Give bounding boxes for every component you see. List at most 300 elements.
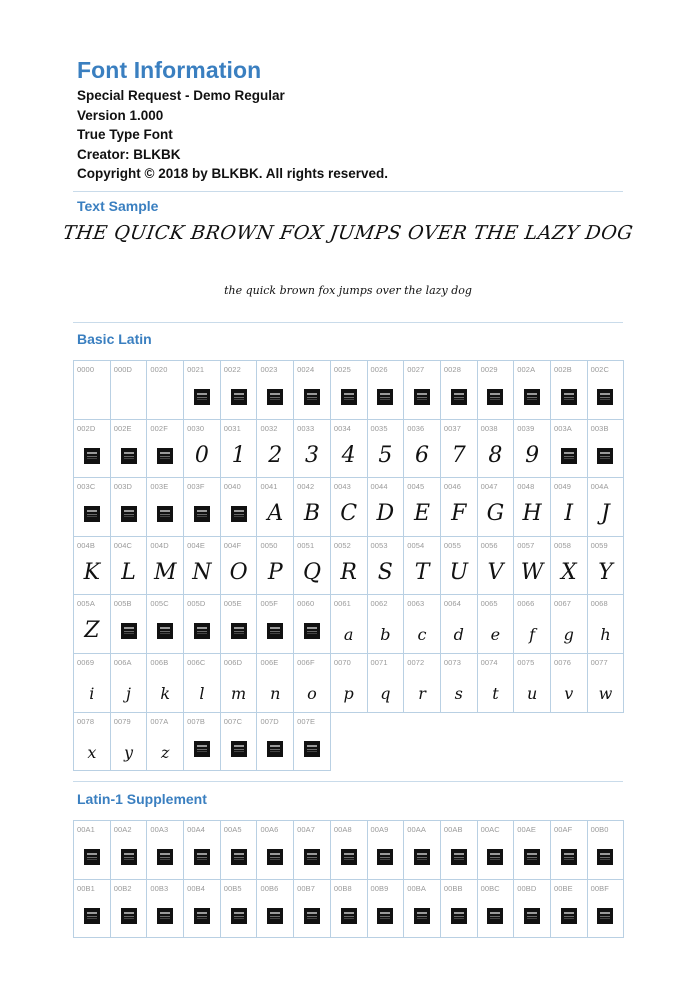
glyph-code: 004C xyxy=(113,540,133,550)
glyph-cell xyxy=(294,595,331,654)
glyph-preview: h xyxy=(600,625,611,645)
glyph-cell xyxy=(111,537,148,596)
glyph-code: 0027 xyxy=(407,365,425,374)
glyph-preview: A xyxy=(267,501,284,527)
glyph-code: 0078 xyxy=(77,716,95,726)
glyph-code: 0072 xyxy=(407,657,425,667)
glyph-cell xyxy=(551,420,588,479)
glyph-cell xyxy=(184,880,221,939)
glyph-cell xyxy=(294,478,331,537)
glyph-code: 007C xyxy=(223,716,243,726)
glyph-cell xyxy=(441,537,478,596)
glyph-preview: s xyxy=(454,683,463,703)
glyph-preview: v xyxy=(564,683,574,703)
glyph-code: 00BD xyxy=(517,883,537,893)
glyph-cell xyxy=(441,821,478,880)
glyph-code: 0045 xyxy=(407,482,425,492)
glyph-code: 002E xyxy=(113,423,132,433)
glyph-preview: t xyxy=(492,683,499,703)
glyph-code: 003A xyxy=(553,423,572,433)
basic-latin-grid xyxy=(73,360,624,771)
demo-placeholder-icon xyxy=(524,849,540,865)
glyph-cell xyxy=(74,654,111,713)
glyph-preview: n xyxy=(270,683,281,703)
sample-uppercase: THE QUICK BROWN FOX JUMPS OVER THE LAZY DOG xyxy=(61,222,635,244)
glyph-code: 0054 xyxy=(407,540,425,550)
glyph-preview: R xyxy=(340,559,357,585)
glyph-code: 00A1 xyxy=(77,825,95,834)
glyph-cell xyxy=(514,880,551,939)
demo-placeholder-icon xyxy=(414,389,430,405)
glyph-code: 007A xyxy=(150,716,169,726)
glyph-cell xyxy=(478,478,515,537)
glyph-cell xyxy=(147,880,184,939)
glyph-preview: J xyxy=(601,501,610,527)
demo-placeholder-icon xyxy=(157,908,173,924)
glyph-cell xyxy=(588,478,625,537)
divider xyxy=(73,781,623,782)
glyph-cell xyxy=(514,361,551,420)
glyph-code: 007E xyxy=(297,716,316,726)
glyph-preview: O xyxy=(229,559,248,585)
glyph-cell xyxy=(588,821,625,880)
glyph-cell xyxy=(111,713,148,772)
glyph-preview: Z xyxy=(84,618,100,644)
glyph-code: 005D xyxy=(187,599,206,609)
glyph-code: 0047 xyxy=(480,482,498,492)
demo-placeholder-icon xyxy=(304,908,320,924)
demo-placeholder-icon xyxy=(304,623,320,639)
glyph-code: 00BF xyxy=(590,883,609,893)
demo-placeholder-icon xyxy=(121,908,137,924)
glyph-code: 00B2 xyxy=(113,883,132,893)
glyph-code: 00B5 xyxy=(223,883,242,893)
glyph-code: 007B xyxy=(187,716,205,726)
demo-placeholder-icon xyxy=(341,908,357,924)
glyph-preview: 2 xyxy=(268,442,283,468)
glyph-preview: 5 xyxy=(378,442,393,468)
glyph-cell xyxy=(147,420,184,479)
font-version: Version 1.000 xyxy=(77,107,164,123)
glyph-cell xyxy=(368,880,405,939)
glyph-cell xyxy=(147,654,184,713)
glyph-code: 00A4 xyxy=(187,825,205,834)
glyph-code: 00BC xyxy=(480,883,500,893)
glyph-code: 0062 xyxy=(370,599,388,609)
glyph-preview: I xyxy=(564,501,574,527)
glyph-cell xyxy=(257,713,294,772)
glyph-cell xyxy=(257,595,294,654)
glyph-code: 006F xyxy=(297,657,315,667)
glyph-code: 0031 xyxy=(223,423,241,433)
glyph-code: 003B xyxy=(590,423,609,433)
glyph-code: 003D xyxy=(113,482,133,492)
demo-placeholder-icon xyxy=(267,908,283,924)
glyph-cell xyxy=(478,821,515,880)
glyph-preview: M xyxy=(153,559,177,585)
demo-placeholder-icon xyxy=(377,389,393,405)
glyph-cell xyxy=(368,595,405,654)
glyph-code: 00AE xyxy=(517,825,536,834)
demo-placeholder-icon xyxy=(451,389,467,405)
demo-placeholder-icon xyxy=(121,506,137,522)
glyph-code: 0079 xyxy=(113,716,131,726)
glyph-code: 0059 xyxy=(590,540,608,550)
glyph-preview: 6 xyxy=(415,442,430,468)
glyph-preview: X xyxy=(560,559,577,585)
glyph-code: 00A8 xyxy=(333,825,352,834)
glyph-code: 00B6 xyxy=(260,883,279,893)
glyph-code: 0042 xyxy=(297,482,315,492)
glyph-code: 005C xyxy=(150,599,169,609)
sample-lowercase: the quick brown fox jumps over the lazy dog xyxy=(224,284,472,297)
glyph-code: 006D xyxy=(223,657,243,667)
glyph-preview: D xyxy=(376,501,395,527)
glyph-preview: F xyxy=(451,501,467,527)
glyph-cell xyxy=(331,478,368,537)
demo-placeholder-icon xyxy=(267,389,283,405)
glyph-cell xyxy=(404,420,441,479)
glyph-code: 00A2 xyxy=(113,825,132,834)
glyph-code: 0035 xyxy=(370,423,388,433)
glyph-code: 003E xyxy=(150,482,169,492)
font-name: Special Request - Demo Regular xyxy=(77,88,285,103)
demo-placeholder-icon xyxy=(231,741,247,757)
text-sample-heading: Text Sample xyxy=(77,198,159,214)
glyph-code: 0057 xyxy=(517,540,535,550)
glyph-preview: b xyxy=(380,625,391,645)
glyph-cell xyxy=(184,361,221,420)
glyph-cell xyxy=(111,420,148,479)
glyph-cell xyxy=(147,537,184,596)
glyph-cell xyxy=(404,654,441,713)
demo-placeholder-icon xyxy=(451,908,467,924)
glyph-code: 00AC xyxy=(480,825,500,834)
glyph-cell xyxy=(404,821,441,880)
demo-placeholder-icon xyxy=(84,908,100,924)
glyph-code: 00AF xyxy=(553,825,573,834)
glyph-preview: i xyxy=(89,683,95,703)
glyph-code: 0064 xyxy=(443,599,461,609)
glyph-cell xyxy=(551,478,588,537)
glyph-cell xyxy=(588,654,625,713)
glyph-cell xyxy=(294,880,331,939)
glyph-cell xyxy=(404,880,441,939)
font-info-block xyxy=(77,86,388,184)
glyph-code: 006A xyxy=(113,657,132,667)
glyph-code: 0049 xyxy=(553,482,572,492)
glyph-code: 00BA xyxy=(407,883,426,893)
glyph-cell xyxy=(147,478,184,537)
glyph-code: 00B7 xyxy=(297,883,316,893)
glyph-cell xyxy=(588,361,625,420)
glyph-code: 002F xyxy=(150,423,168,433)
glyph-cell xyxy=(257,880,294,939)
glyph-cell xyxy=(294,420,331,479)
demo-placeholder-icon xyxy=(487,389,503,405)
glyph-code: 00A9 xyxy=(370,825,389,834)
glyph-preview: x xyxy=(87,742,97,762)
demo-placeholder-icon xyxy=(121,623,137,639)
glyph-cell xyxy=(257,821,294,880)
demo-placeholder-icon xyxy=(561,448,577,464)
glyph-code: 0067 xyxy=(553,599,572,609)
glyph-preview: o xyxy=(307,683,317,703)
glyph-preview: w xyxy=(598,683,613,703)
glyph-code: 00B9 xyxy=(370,883,389,893)
glyph-cell xyxy=(294,821,331,880)
demo-placeholder-icon xyxy=(157,849,173,865)
glyph-code: 0020 xyxy=(150,365,168,374)
glyph-code: 00B8 xyxy=(333,883,352,893)
glyph-preview: z xyxy=(161,742,170,762)
glyph-code: 0075 xyxy=(517,657,535,667)
glyph-cell xyxy=(147,595,184,654)
glyph-cell xyxy=(74,880,111,939)
page-title: Font Information xyxy=(77,57,262,83)
glyph-cell xyxy=(111,654,148,713)
glyph-code: 0074 xyxy=(480,657,498,667)
glyph-cell xyxy=(404,595,441,654)
glyph-code: 002D xyxy=(77,423,96,433)
demo-placeholder-icon xyxy=(597,849,613,865)
glyph-code: 0032 xyxy=(260,423,278,433)
glyph-cell xyxy=(551,821,588,880)
glyph-code: 0023 xyxy=(260,365,278,374)
glyph-code: 00B0 xyxy=(590,825,609,834)
glyph-code: 0044 xyxy=(370,482,388,492)
glyph-code: 004D xyxy=(150,540,169,550)
glyph-preview: k xyxy=(160,683,171,703)
glyph-cell xyxy=(257,537,294,596)
glyph-cell xyxy=(551,595,588,654)
glyph-code: 000D xyxy=(113,365,133,374)
glyph-preview: j xyxy=(126,683,132,703)
glyph-cell xyxy=(404,361,441,420)
glyph-code: 003C xyxy=(77,482,96,492)
glyph-cell xyxy=(257,654,294,713)
glyph-preview: L xyxy=(121,559,136,585)
glyph-cell xyxy=(478,654,515,713)
glyph-code: 00B3 xyxy=(150,883,169,893)
glyph-preview: p xyxy=(343,683,354,703)
glyph-cell xyxy=(184,537,221,596)
glyph-preview: g xyxy=(563,625,574,645)
demo-placeholder-icon xyxy=(231,908,247,924)
glyph-preview: y xyxy=(124,742,134,762)
demo-placeholder-icon xyxy=(304,849,320,865)
glyph-cell xyxy=(331,361,368,420)
glyph-cell xyxy=(441,478,478,537)
glyph-cell xyxy=(588,420,625,479)
glyph-code: 0028 xyxy=(443,365,461,374)
glyph-code: 0033 xyxy=(297,423,315,433)
glyph-code: 0068 xyxy=(590,599,608,609)
glyph-code: 0029 xyxy=(480,365,498,374)
glyph-code: 006B xyxy=(150,657,169,667)
demo-placeholder-icon xyxy=(524,389,540,405)
glyph-code: 0040 xyxy=(223,482,241,492)
glyph-preview: B xyxy=(303,501,321,527)
latin1-supplement-heading: Latin-1 Supplement xyxy=(77,791,207,807)
glyph-code: 0053 xyxy=(370,540,388,550)
glyph-code: 0021 xyxy=(187,365,205,374)
glyph-code: 00BB xyxy=(443,883,463,893)
demo-placeholder-icon xyxy=(84,448,100,464)
glyph-cell xyxy=(368,361,405,420)
glyph-cell xyxy=(514,821,551,880)
glyph-preview: C xyxy=(340,501,358,527)
demo-placeholder-icon xyxy=(377,849,393,865)
glyph-preview: 4 xyxy=(341,442,356,468)
glyph-code: 004A xyxy=(590,482,609,492)
glyph-cell xyxy=(111,478,148,537)
glyph-cell xyxy=(404,537,441,596)
demo-placeholder-icon xyxy=(231,849,247,865)
glyph-cell xyxy=(514,537,551,596)
glyph-cell xyxy=(74,821,111,880)
glyph-cell xyxy=(441,420,478,479)
glyph-code: 0051 xyxy=(297,540,315,550)
glyph-code: 0052 xyxy=(333,540,351,550)
glyph-code: 0024 xyxy=(297,365,315,374)
glyph-code: 005B xyxy=(113,599,132,609)
demo-placeholder-icon xyxy=(561,849,577,865)
glyph-cell xyxy=(74,713,111,772)
glyph-code: 007D xyxy=(260,716,279,726)
glyph-code: 006C xyxy=(187,657,206,667)
glyph-cell xyxy=(221,821,258,880)
glyph-cell xyxy=(368,478,405,537)
glyph-code: 0046 xyxy=(443,482,461,492)
demo-placeholder-icon xyxy=(267,741,283,757)
glyph-cell xyxy=(221,713,258,772)
glyph-preview: K xyxy=(83,559,101,585)
glyph-code: 00BE xyxy=(553,883,573,893)
glyph-cell xyxy=(331,537,368,596)
glyph-code: 0069 xyxy=(77,657,95,667)
glyph-code: 003F xyxy=(187,482,205,492)
glyph-cell xyxy=(331,654,368,713)
glyph-code: 002C xyxy=(590,365,609,374)
glyph-preview: 7 xyxy=(451,442,466,468)
glyph-cell xyxy=(588,595,625,654)
glyph-preview: l xyxy=(199,683,205,703)
glyph-cell xyxy=(441,595,478,654)
demo-placeholder-icon xyxy=(84,849,100,865)
glyph-preview: H xyxy=(522,501,542,527)
glyph-cell xyxy=(514,478,551,537)
glyph-cell xyxy=(221,595,258,654)
glyph-cell xyxy=(514,654,551,713)
divider xyxy=(73,322,623,323)
glyph-cell xyxy=(74,537,111,596)
glyph-cell xyxy=(331,420,368,479)
glyph-preview: d xyxy=(453,625,464,645)
glyph-cell xyxy=(257,361,294,420)
demo-placeholder-icon xyxy=(194,908,210,924)
glyph-preview: P xyxy=(267,559,283,585)
glyph-code: 0066 xyxy=(517,599,535,609)
glyph-cell xyxy=(441,654,478,713)
glyph-code: 005F xyxy=(260,599,278,609)
glyph-cell xyxy=(184,478,221,537)
glyph-preview: T xyxy=(414,559,430,585)
glyph-preview: 8 xyxy=(488,442,503,468)
glyph-code: 0022 xyxy=(223,365,241,374)
demo-placeholder-icon xyxy=(231,506,247,522)
demo-placeholder-icon xyxy=(231,389,247,405)
demo-placeholder-icon xyxy=(341,389,357,405)
glyph-preview: f xyxy=(529,625,536,645)
glyph-preview: 1 xyxy=(231,442,246,468)
demo-placeholder-icon xyxy=(487,908,503,924)
demo-placeholder-icon xyxy=(267,623,283,639)
glyph-code: 002B xyxy=(553,365,572,374)
glyph-cell xyxy=(111,821,148,880)
font-creator: Creator: BLKBK xyxy=(77,146,181,162)
demo-placeholder-icon xyxy=(304,389,320,405)
glyph-code: 0056 xyxy=(480,540,498,550)
glyph-preview: 3 xyxy=(304,442,319,468)
glyph-cell xyxy=(551,537,588,596)
glyph-cell xyxy=(147,713,184,772)
demo-placeholder-icon xyxy=(267,849,283,865)
glyph-code: 00AB xyxy=(443,825,463,834)
glyph-code: 0000 xyxy=(77,365,95,374)
glyph-cell xyxy=(221,537,258,596)
glyph-cell xyxy=(147,361,184,420)
glyph-code: 0043 xyxy=(333,482,351,492)
glyph-code: 002A xyxy=(517,365,536,374)
glyph-code: 0077 xyxy=(590,657,608,667)
glyph-preview: 9 xyxy=(525,442,540,468)
glyph-code: 00A6 xyxy=(260,825,279,834)
glyph-code: 00B4 xyxy=(187,883,205,893)
demo-placeholder-icon xyxy=(451,849,467,865)
demo-placeholder-icon xyxy=(597,389,613,405)
glyph-code: 00B1 xyxy=(77,883,95,893)
demo-placeholder-icon xyxy=(194,506,210,522)
glyph-code: 0026 xyxy=(370,365,388,374)
glyph-cell xyxy=(111,361,148,420)
glyph-cell xyxy=(478,537,515,596)
glyph-cell xyxy=(294,713,331,772)
demo-placeholder-icon xyxy=(194,623,210,639)
glyph-cell xyxy=(221,880,258,939)
glyph-cell xyxy=(257,478,294,537)
glyph-preview: q xyxy=(380,683,391,703)
glyph-code: 0071 xyxy=(370,657,388,667)
glyph-code: 00A7 xyxy=(297,825,316,834)
glyph-code: 0070 xyxy=(333,657,351,667)
glyph-code: 004F xyxy=(223,540,242,550)
demo-placeholder-icon xyxy=(414,908,430,924)
glyph-code: 0055 xyxy=(443,540,461,550)
glyph-cell xyxy=(551,654,588,713)
glyph-code: 0050 xyxy=(260,540,278,550)
glyph-preview: G xyxy=(486,501,505,527)
glyph-code: 0025 xyxy=(333,365,351,374)
glyph-cell xyxy=(441,361,478,420)
glyph-preview: Q xyxy=(302,559,321,585)
glyph-code: 00AA xyxy=(407,825,426,834)
demo-placeholder-icon xyxy=(524,908,540,924)
glyph-cell xyxy=(221,654,258,713)
glyph-preview: a xyxy=(343,625,354,645)
glyph-cell xyxy=(111,880,148,939)
glyph-cell xyxy=(514,420,551,479)
